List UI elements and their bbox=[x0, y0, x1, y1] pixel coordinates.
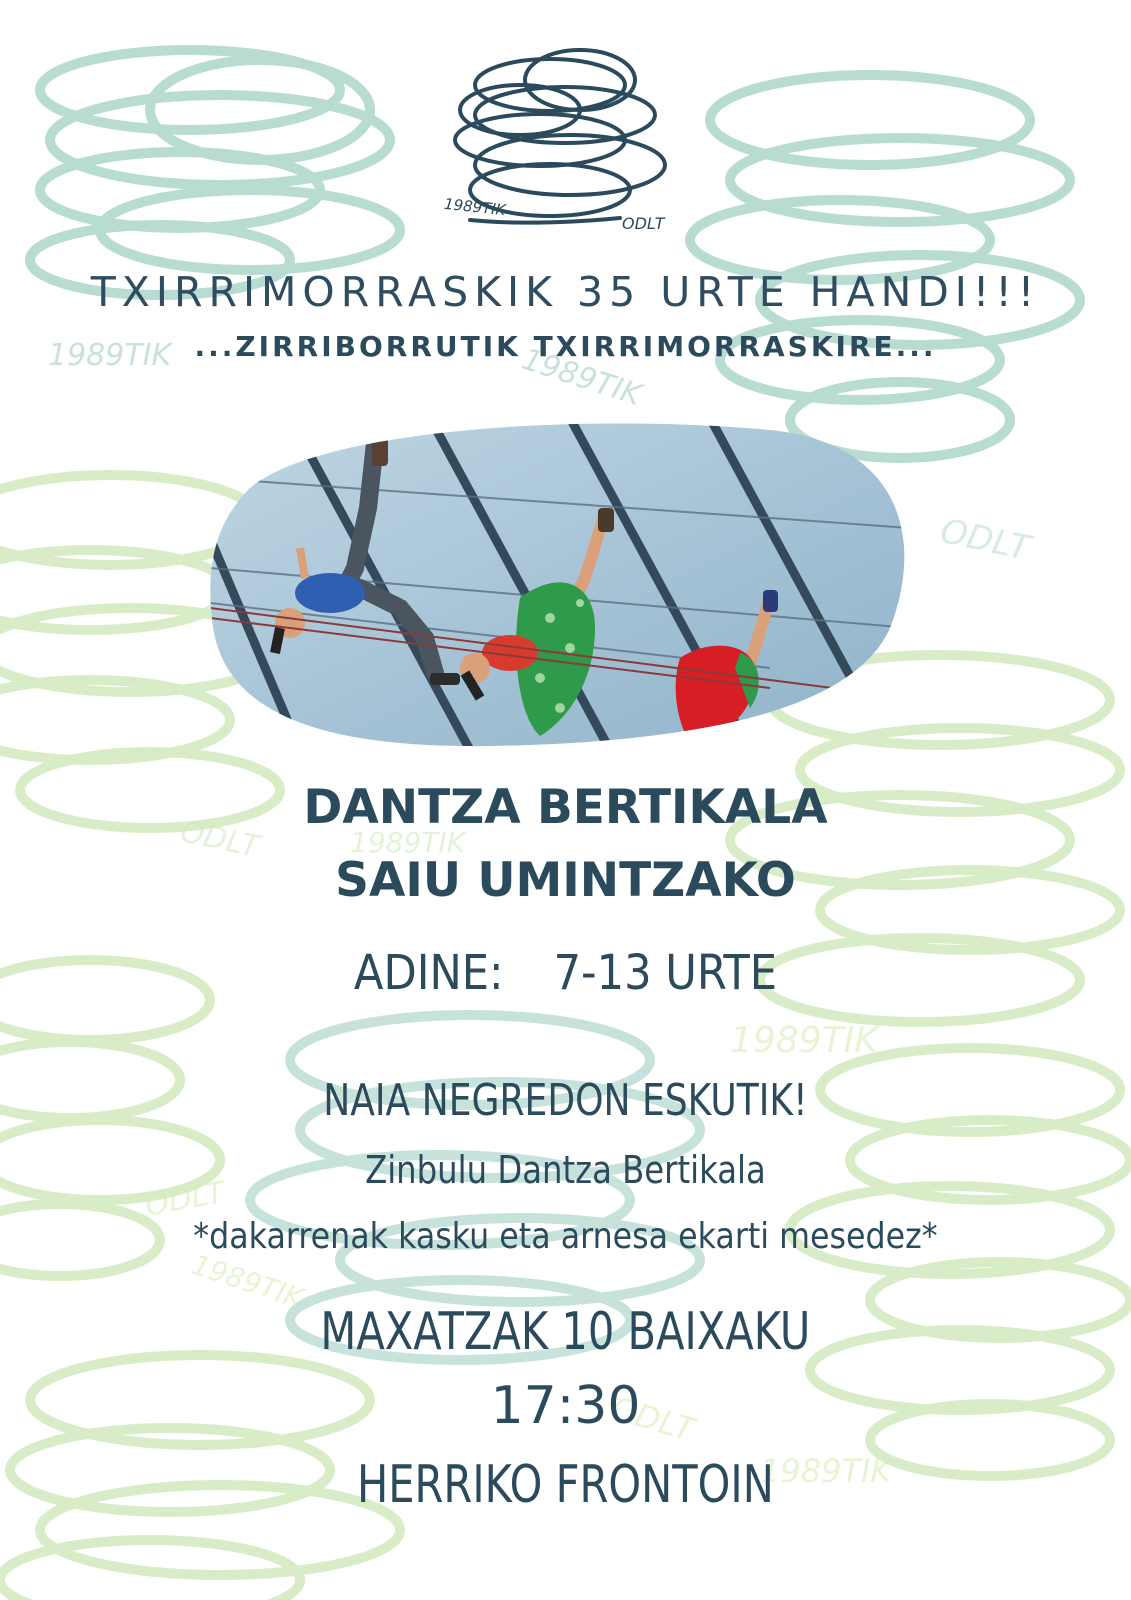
poster-title: TXIRRIMORRASKIK 35 URTE HANDI!!! bbox=[90, 268, 1041, 316]
scribble-cluster-top-left bbox=[30, 50, 400, 295]
watermark-brand: ODLT bbox=[177, 814, 263, 865]
watermark-year: 1989TIK bbox=[517, 341, 646, 414]
watermark-year: 1989TIK bbox=[48, 338, 172, 373]
logo-year: 1989TIK bbox=[443, 194, 507, 220]
age-label: ADINE: bbox=[353, 945, 504, 1001]
age-line bbox=[0, 945, 1131, 1001]
event-date: MAXATZAK 10 BAIXAKU bbox=[320, 1302, 811, 1362]
watermark-year: 1989TIK bbox=[730, 1020, 878, 1061]
event-name-line2: SAIU UMINTZAKO bbox=[335, 853, 796, 908]
company-line: Zinbulu Dantza Bertikala bbox=[365, 1148, 766, 1192]
poster-subtitle: ...ZIRRIBORRUTIK TXIRRIMORRASKIRE... bbox=[194, 330, 937, 363]
instructor-line: NAIA NEGREDON ESKUTIK! bbox=[323, 1075, 808, 1126]
watermark-brand: ODLT bbox=[142, 1175, 228, 1224]
vertical-dance-photo bbox=[210, 418, 910, 750]
watermark-year: 1989TIK bbox=[187, 1248, 308, 1315]
watermark-year: 1989TIK bbox=[760, 1452, 892, 1490]
age-value: 7-13 URTE bbox=[553, 945, 778, 1001]
event-place: HERRIKO FRONTOIN bbox=[356, 1455, 774, 1515]
scribble-cluster-top-right bbox=[690, 75, 1080, 458]
watermark-brand: ODLT bbox=[936, 511, 1034, 569]
watermark-brand: ODLT bbox=[606, 1389, 699, 1449]
event-name-line1: DANTZA BERTIKALA bbox=[303, 780, 828, 835]
equipment-note: *dakarrenak kasku eta arnesa ekarti mesedez* bbox=[193, 1216, 938, 1257]
event-time: 17:30 bbox=[490, 1376, 641, 1436]
logo-brand: ODLT bbox=[622, 214, 665, 233]
watermark-year: 1989TIK bbox=[350, 826, 465, 859]
